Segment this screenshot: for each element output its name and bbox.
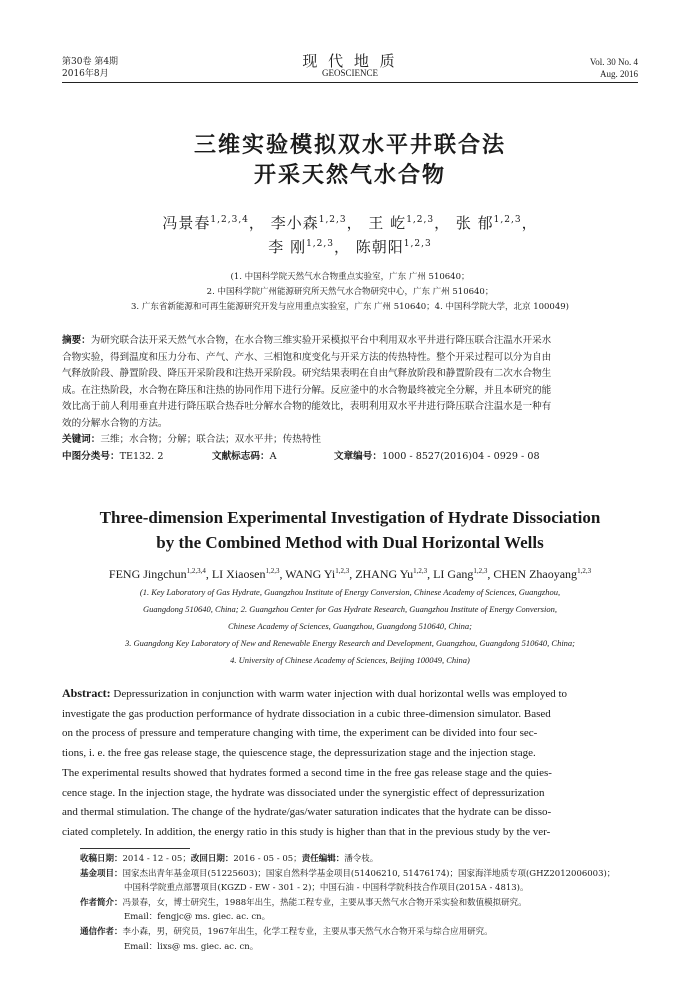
- classification-line: 中图分类号：TE132. 2 文献标志码：A 文章编号：1000 - 8527(2016)04 - 0929 - 08: [62, 450, 540, 462]
- authors-en: FENG Jingchun$^{1,2,3,4}$, LI Xiaosen$^{1,2,3}$, WANG Yi$^{1,2,3}$, ZHANG Yu$^{1,2,3}$, LI Gang$^{1,2,3}$, CHEN Zhaoyang$^{1,2,3}$: [108, 567, 592, 581]
- author-cn: 张 郁$^{1,2,3}$: [455, 214, 522, 232]
- footnote-rule: [80, 848, 190, 849]
- title-en-line1: Three-dimension Experimental Investigation of Hydrate Dissociation: [99, 508, 601, 527]
- header-volume-issue: 第30卷 第4期: [62, 57, 119, 67]
- authors-cn-line2: 李 刚$^{1,2,3}$， 陈朝阳$^{1,2,3}$: [268, 238, 432, 256]
- abstract-cn-label: 摘要：: [62, 335, 91, 346]
- footnote-dates: 收稿日期：2014 - 12 - 05；改回日期：2016 - 05 - 05；责任编辑：潘令枝。: [80, 854, 379, 864]
- author-cn: 李小森$^{1,2,3}$: [270, 214, 347, 232]
- affiliation-cn: 3. 广东省新能源和可再生能源研究开发与应用重点实验室，广东 广州 510640；4. 中国科学院大学，北京 100049): [131, 302, 569, 312]
- affiliations-en: (1. Key Laboratory of Gas Hydrate, Guangzhou Institute of Energy Conversion, Chinese Academy of Sciences, Guangzhou, Guangdong 510640, China; 2. Guangzhou Center for Gas Hydrate Research, Guangzhou Institute of Energy Conversion, Chinese Academy of Sciences, Guangzhou, Guangdong 510640, China; 3. Guangdong Key Laboratory of New and Renewable Energy Research and Development, Guangzhou, Guangdong 510640, China; 4. University of Chinese Academy of Sciences, Beijing 100049, China): [124, 587, 576, 665]
- author-cn: 李 刚$^{1,2,3}$: [268, 238, 334, 256]
- header-rule: [62, 82, 638, 83]
- author-cn: 陈朝阳$^{1,2,3}$: [355, 238, 432, 256]
- title-cn-line1: 三维实验模拟双水平井联合法: [193, 133, 506, 158]
- affiliation-cn: 2. 中国科学院广州能源研究所天然气水合物研究中心，广东 广州 510640；: [206, 287, 494, 297]
- footnotes: 收稿日期：2014 - 12 - 05；改回日期：2016 - 05 - 05；责任编辑：潘令枝。 基金项目：国家杰出青年基金项目(51225603)；国家自然科学基金项目(51406210, 51476174)；国家海洋地质专项(GHZ2012006003)； 中国科学院重点部署项目(KGZD - EW - 301 - 2)；中国石油 - 中国科学院科技合作项目(2015A - 4813)。 作者简介：冯景春，女，博士研究生，1988年出生，热能工程专业，主要从事天然气水合物开采实验和数值模拟研究。 Email：fengjc@ ms. giec. ac. cn。 通信作者：李小森，男，研究员，1967年出生，化学工程专业，主要从事天然气水合物开采与综合应用研究。 Email：lixs@ ms. giec. ac. cn。: [80, 852, 640, 954]
- footnote-author: 作者简介：冯景春，女，博士研究生，1988年出生，热能工程专业，主要从事天然气水合物开采实验和数值模拟研究。: [80, 897, 527, 908]
- abstract-en-label: Abstract:: [62, 686, 111, 700]
- abstract-en: Abstract: Depressurization in conjunction with warm water injection with dual horizontal wells was employed to investigate the gas production performance of hydrate dissociation in a cubic three-dimension simulator. Based on the process of pressure and temperature changing with time, the experiment can be divided into four sec- tions, i. e. the free gas release stage, the quiescence stage, the depressurization stage and the injection stage. The experimental results showed that hydrates formed a second time in the free gas release stage and the quies- cence stage. In the injection stage, the hydrate was dissociated under the synergistic effect of depressurization and thermal stimulation. The change of the hydrate/gas/water saturation indicates that the hydrate can be disso- ciated completely. In addition, the energy ratio in this study is higher than that in the previous study by the ver-: [62, 686, 568, 838]
- keywords-cn: 关键词：三维；水合物；分解；联合法；双水平井；传热特性: [62, 434, 322, 445]
- journal-title-en: GEOSCIENCE: [322, 68, 378, 78]
- author-cn: 王 屹$^{1,2,3}$: [368, 214, 435, 232]
- header-date-en: Aug. 2016: [600, 69, 638, 79]
- journal-title-cn: 现 代 地 质: [302, 52, 398, 70]
- authors-cn-line1: 冯景春$^{1,2,3,4}$， 李小森$^{1,2,3}$， 王 屹$^{1,2,3}$， 张 郁$^{1,2,3}$，: [162, 214, 538, 232]
- author-cn: 冯景春$^{1,2,3,4}$: [162, 214, 249, 232]
- title-cn-line2: 开采天然气水合物: [253, 163, 446, 188]
- footnote-corresponding: 通信作者：李小森，男，研究员，1967年出生，化学工程专业，主要从事天然气水合物开采与综合应用研究。: [80, 926, 493, 937]
- footnote-fund: 基金项目：国家杰出青年基金项目(51225603)；国家自然科学基金项目(51406210, 51476174)；国家海洋地质专项(GHZ2012006003)；: [80, 868, 616, 879]
- header-vol-no: Vol. 30 No. 4: [589, 57, 638, 67]
- affiliation-cn: (1. 中国科学院天然气水合物重点实验室，广东 广州 510640；: [230, 272, 470, 282]
- abstract-cn: 摘要：为研究联合法开采天然气水合物，在水合物三维实验开采模拟平台中利用双水平井进行降压联合注温水开采水 合物实验，得到温度和压力分布、产气、产水、三相饱和度变化与开采方法的传热特性。整个开采过程可以分为自由 气释放阶段、静置阶段、降压开采阶段和注热开采阶段。研究结果表明在自由气释放阶段和静置阶段有二次水合物生 成。在注热阶段，水合物在降压和注热的协同作用下进行分解。反应釜中的水合物最终被完全分解，并且本研究的能 效比高于前人利用垂直井进行降压联合热吞吐分解水合物的能效比，表明利用双水平井进行降压联合注温水是一种有 效的分解水合物的方法。 关键词：三维；水合物；分解；联合法；双水平井；传热特性 中图分类号：TE132. 2 文献标志码：A 文章编号：1000 - 8527(2016)04 - 0929 - 08: [62, 333, 638, 465]
- title-en-line2: by the Combined Method with Dual Horizontal Wells: [156, 533, 544, 552]
- header-date-cn: 2016年8月: [62, 69, 109, 79]
